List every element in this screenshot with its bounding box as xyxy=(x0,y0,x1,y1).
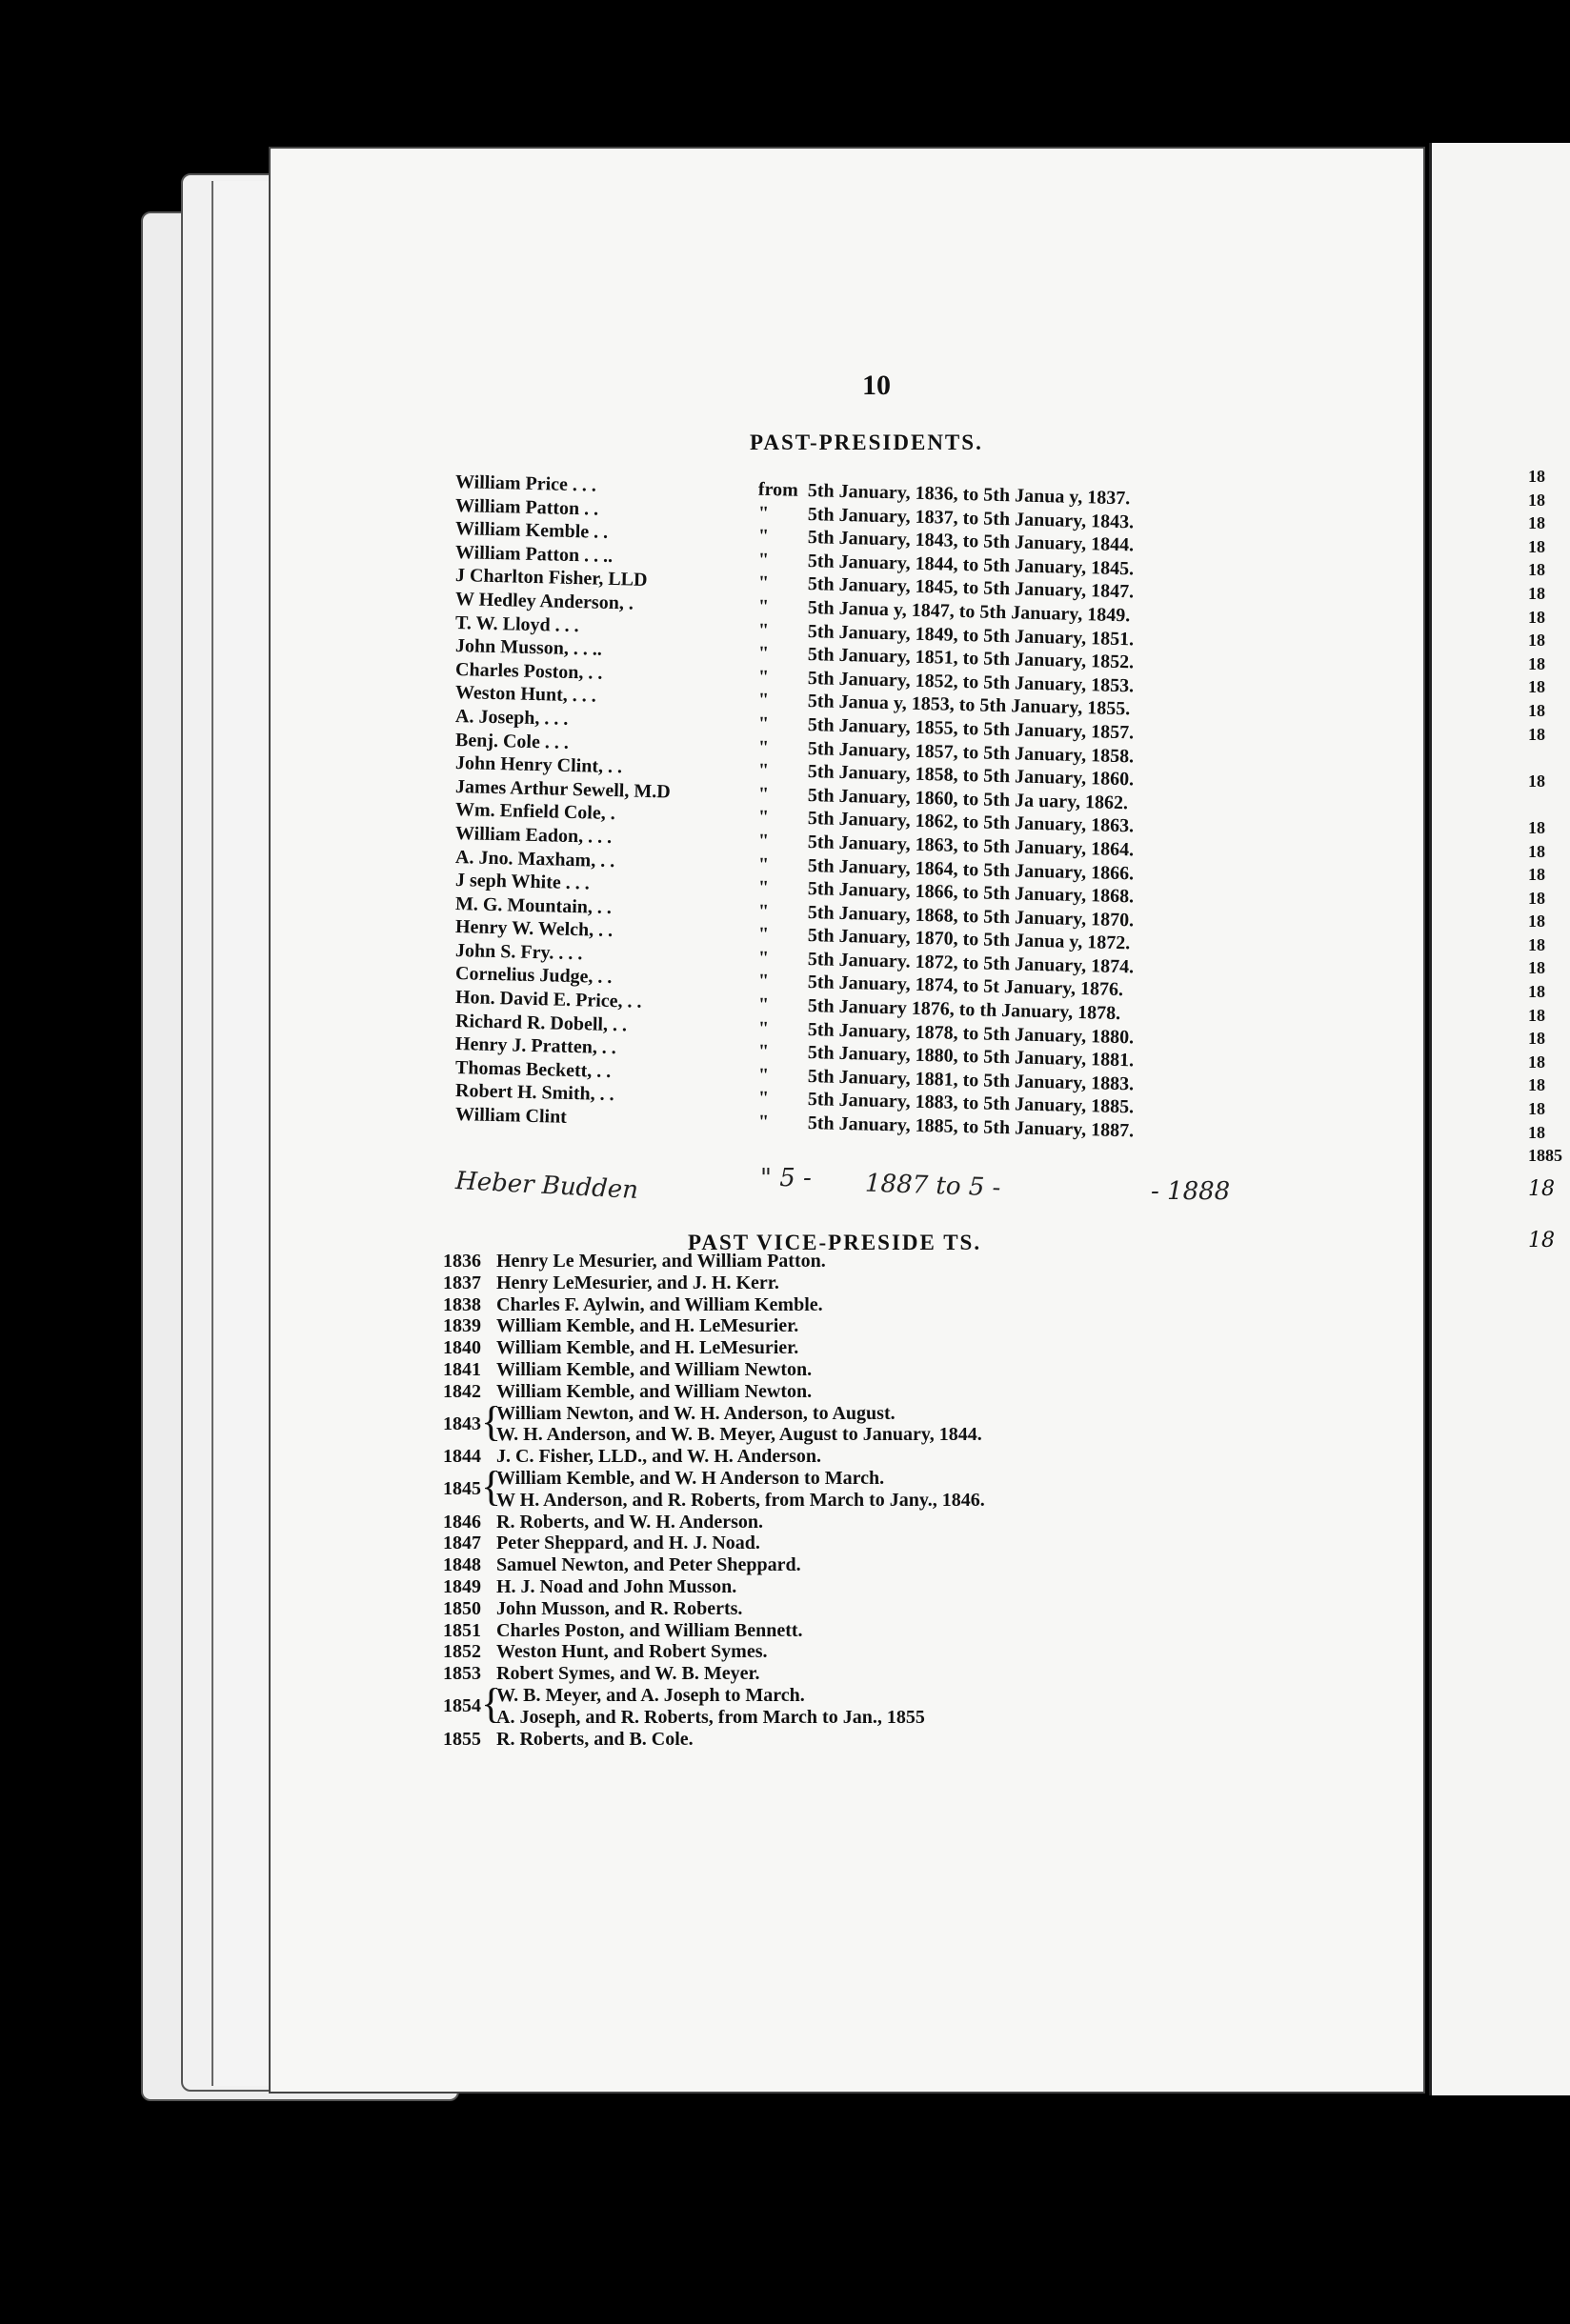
facing-page-year xyxy=(1528,748,1570,771)
vice-presidents-text: William Kemble, and H. LeMesurier. xyxy=(496,1337,799,1359)
vice-presidents-text: J. C. Fisher, LLD., and W. H. Anderson. xyxy=(496,1446,822,1468)
president-name: William Kemble . . xyxy=(454,518,609,544)
term-dates: 5th January, 1855, to 5th January, 1857. xyxy=(807,713,1135,744)
vice-president-row xyxy=(443,1663,1300,1685)
term-dates: 5th January, 1849, to 5th January, 1851. xyxy=(807,620,1135,650)
term-prefix: " xyxy=(757,549,770,571)
term-dates: 5th January 1876, to th January, 1878. xyxy=(807,995,1121,1025)
facing-page-year: 18 xyxy=(1528,1005,1545,1025)
handwritten-entry xyxy=(454,1164,1294,1206)
president-name: J seph White . . . xyxy=(454,870,591,894)
term-dates: 5th January, 1851, to 5th January, 1852. xyxy=(807,644,1135,673)
term-prefix: " xyxy=(757,876,770,899)
facing-page-year: 18 xyxy=(1528,982,1545,1002)
term-dates: 5th January, 1883, to 5th January, 1885. xyxy=(807,1089,1135,1118)
vice-presidents-text: Charles Poston, and William Bennett. xyxy=(496,1619,803,1641)
facing-page-year: 18 xyxy=(1528,513,1545,533)
president-name: William Patton . . xyxy=(454,494,599,520)
term-prefix: " xyxy=(757,619,770,641)
facing-page-year: 18 xyxy=(1528,467,1545,486)
facing-page-year: 18 xyxy=(1528,1075,1545,1095)
term-dates: 5th January, 1857, to 5th January, 1858. xyxy=(807,737,1135,767)
facing-page-year: 18 xyxy=(1528,536,1545,556)
vice-president-row xyxy=(443,1272,1300,1294)
year: 1844 xyxy=(443,1446,481,1468)
term-prefix: " xyxy=(757,502,770,524)
vice-presidents-text: William Kemble, and William Newton. xyxy=(496,1358,813,1380)
president-name: John S. Fry. . . . xyxy=(454,939,583,965)
vice-presidents-text: Charles F. Aylwin, and William Kemble. xyxy=(496,1293,823,1315)
vice-presidents-text: W H. Anderson, and R. Roberts, from March to Jany., 1846. xyxy=(496,1489,985,1511)
facing-page-year: 18 xyxy=(1528,771,1545,791)
term-prefix: " xyxy=(757,1064,770,1086)
term-prefix: " xyxy=(757,947,770,969)
facing-page-year: 18 xyxy=(1528,817,1545,837)
president-name: William Price . . . xyxy=(454,471,597,496)
vice-presidents-text: Robert Symes, and W. B. Meyer. xyxy=(496,1663,760,1685)
vice-president-row xyxy=(443,1359,1300,1381)
year: 1847 xyxy=(443,1533,481,1554)
president-name: T. W. Lloyd . . . xyxy=(454,611,579,636)
facing-page-year: 18 xyxy=(1528,560,1545,580)
vice-presidents-text: Henry Le Mesurier, and William Patton. xyxy=(496,1251,826,1272)
facing-page-year: 18 xyxy=(1528,1052,1545,1072)
year: 1839 xyxy=(443,1315,481,1337)
term-prefix: " xyxy=(757,993,770,1016)
year: 1853 xyxy=(443,1663,481,1685)
president-name: William Patton . . .. xyxy=(454,541,614,567)
term-prefix: " xyxy=(757,853,770,875)
facing-page-year: 18 xyxy=(1528,653,1545,673)
vice-presidents-text: Weston Hunt, and Robert Symes. xyxy=(496,1641,768,1663)
term-prefix: " xyxy=(757,595,770,618)
president-name: Wm. Enfield Cole, . xyxy=(454,799,616,825)
facing-page-year: 18 xyxy=(1528,724,1545,744)
year: 1849 xyxy=(443,1575,481,1597)
term-prefix: " xyxy=(757,783,770,805)
facing-page-year: 18 xyxy=(1528,700,1545,720)
facing-page-year: 1885 xyxy=(1528,1146,1562,1166)
term-dates: 5th January, 1878, to 5th January, 1880. xyxy=(807,1018,1135,1049)
term-prefix: " xyxy=(757,900,770,922)
term-prefix: " xyxy=(757,666,770,688)
past-presidents-title: PAST-PRESIDENTS. xyxy=(750,431,983,454)
term-dates: 5th January, 1844, to 5th January, 1845. xyxy=(807,550,1135,580)
vice-presidents-text: H. J. Noad and John Musson. xyxy=(496,1575,737,1597)
year: 1855 xyxy=(443,1728,481,1750)
vice-president-row xyxy=(443,1554,1300,1576)
vice-presidents-text: Henry LeMesurier, and J. H. Kerr. xyxy=(496,1272,779,1293)
vice-president-row xyxy=(443,1679,1300,1729)
term-dates: 5th January, 1862, to 5th January, 1863. xyxy=(807,808,1135,837)
vice-president-row xyxy=(443,1397,1300,1447)
term-prefix: " xyxy=(757,572,770,594)
handwritten-prefix: " 5 - xyxy=(760,1164,812,1192)
past-vice-presidents-title: PAST VICE-PRESIDE TS. xyxy=(688,1231,982,1254)
term-dates: 5th January, 1880, to 5th January, 1881. xyxy=(807,1042,1135,1072)
term-prefix: " xyxy=(757,759,770,782)
term-dates: 5th January, 1874, to 5t January, 1876. xyxy=(807,972,1124,1001)
term-prefix: " xyxy=(757,690,770,711)
vice-presidents-text: Samuel Newton, and Peter Sheppard. xyxy=(496,1554,801,1576)
vice-president-row xyxy=(443,1315,1300,1337)
vice-president-row xyxy=(443,1251,1300,1272)
term-prefix: " xyxy=(757,1017,770,1039)
president-name: Cornelius Judge, . . xyxy=(454,963,613,989)
facing-page-year: 18 xyxy=(1528,583,1545,603)
president-name: M. G. Mountain, . . xyxy=(454,892,613,918)
vice-president-row xyxy=(443,1462,1300,1512)
facing-page-year: 18 xyxy=(1528,1122,1545,1142)
facing-page-year: 18 xyxy=(1528,912,1545,932)
facing-page-year: 18 xyxy=(1528,841,1545,861)
year: 1843 xyxy=(443,1412,481,1434)
vice-president-row xyxy=(443,1576,1300,1598)
facing-page-year xyxy=(1528,794,1570,818)
year: 1854 xyxy=(443,1694,481,1716)
term-prefix: " xyxy=(757,830,770,851)
term-prefix: " xyxy=(757,736,770,758)
president-name: J Charlton Fisher, LLD xyxy=(454,565,648,591)
year: 1850 xyxy=(443,1597,481,1619)
vice-presidents-text: John Musson, and R. Roberts. xyxy=(496,1597,743,1619)
term-prefix: " xyxy=(757,712,770,734)
vice-presidents-text: William Newton, and W. H. Anderson, to August. xyxy=(496,1402,896,1424)
facing-page-handwritten-year: 18 xyxy=(1528,1228,1555,1252)
vice-president-row xyxy=(443,1512,1300,1533)
vice-presidents-text: William Kemble, and William Newton. xyxy=(496,1380,813,1402)
term-dates: 5th January, 1845, to 5th January, 1847. xyxy=(807,573,1135,603)
brace-symbol: { xyxy=(481,1462,502,1510)
term-prefix: " xyxy=(757,971,770,992)
year: 1836 xyxy=(443,1251,481,1272)
term-dates: 5th January, 1836, to 5th Janua y, 1837. xyxy=(807,480,1131,510)
year: 1851 xyxy=(443,1619,481,1641)
term-prefix: " xyxy=(757,924,770,946)
vice-presidents-text: R. Roberts, and W. H. Anderson. xyxy=(496,1511,764,1533)
facing-page-year: 18 xyxy=(1528,934,1545,954)
president-name: W Hedley Anderson, . xyxy=(454,588,634,614)
president-name: Charles Poston, . . xyxy=(454,658,603,684)
facing-page-year: 18 xyxy=(1528,865,1545,885)
facing-page-year-fragments xyxy=(1528,467,1570,1272)
term-dates: 5th January, 1860, to 5th Ja uary, 1862. xyxy=(807,784,1129,813)
president-name: William Eadon, . . . xyxy=(454,822,613,848)
president-name: Weston Hunt, . . . xyxy=(454,682,597,707)
vice-presidents-text: Peter Sheppard, and H. J. Noad. xyxy=(496,1533,760,1554)
year: 1842 xyxy=(443,1380,481,1402)
vice-president-row xyxy=(443,1620,1300,1642)
facing-page-year: 18 xyxy=(1528,631,1545,651)
facing-page-year: 18 xyxy=(1528,1099,1545,1119)
president-name: Benj. Cole . . . xyxy=(454,729,570,753)
president-name: A. Joseph, . . . xyxy=(454,705,569,730)
page-number: 10 xyxy=(862,370,891,401)
vice-president-row xyxy=(443,1337,1300,1359)
president-name: James Arthur Sewell, M.D xyxy=(454,775,671,803)
term-prefix: from xyxy=(757,478,799,501)
president-name: Richard R. Dobell, . . xyxy=(454,1010,628,1036)
term-dates: 5th January, 1837, to 5th January, 1843. xyxy=(807,503,1135,532)
vice-president-row xyxy=(443,1381,1300,1403)
term-dates: 5th Janua y, 1847, to 5th January, 1849. xyxy=(807,597,1131,627)
term-dates: 5th January, 1852, to 5th January, 1853. xyxy=(807,667,1135,697)
term-prefix: " xyxy=(757,1088,770,1110)
past-presidents-list xyxy=(454,471,1294,1142)
facing-page-year: 18 xyxy=(1528,958,1545,978)
president-name: Hon. David E. Price, . . xyxy=(454,987,642,1012)
vice-presidents-text: W. H. Anderson, and W. B. Meyer, August to January, 1844. xyxy=(496,1424,982,1446)
president-name: Henry W. Welch, . . xyxy=(454,916,614,942)
term-dates: 5th January, 1843, to 5th January, 1844. xyxy=(807,527,1135,556)
term-prefix: " xyxy=(757,1041,770,1063)
year: 1840 xyxy=(443,1337,481,1359)
vice-presidents-text: William Kemble, and W. H Anderson to March. xyxy=(496,1467,885,1489)
term-dates: 5th January, 1863, to 5th January, 1864. xyxy=(807,831,1135,861)
brace-symbol: { xyxy=(481,1397,502,1445)
vice-president-row xyxy=(443,1598,1300,1620)
term-dates: 5th January. 1872, to 5th January, 1874. xyxy=(807,948,1135,978)
term-dates: 5th January, 1870, to 5th Janua y, 1872. xyxy=(807,925,1131,954)
handwritten-start: 1887 to 5 - xyxy=(864,1169,1001,1203)
handwritten-end: - 1888 xyxy=(1151,1177,1231,1206)
vice-presidents-text: William Kemble, and H. LeMesurier. xyxy=(496,1315,799,1337)
vice-president-row xyxy=(443,1446,1300,1468)
past-vice-presidents-list xyxy=(443,1251,1300,1750)
brace-symbol: { xyxy=(481,1679,502,1727)
vice-president-row xyxy=(443,1729,1300,1751)
year: 1848 xyxy=(443,1554,481,1576)
president-name: A. Jno. Maxham, . . xyxy=(454,846,615,872)
facing-page-year: 18 xyxy=(1528,888,1545,908)
vice-presidents-text: W. B. Meyer, and A. Joseph to March. xyxy=(496,1684,805,1706)
facing-page-handwritten-year: 18 xyxy=(1528,1176,1555,1201)
facing-page-year: 18 xyxy=(1528,607,1545,627)
vice-president-row xyxy=(443,1533,1300,1554)
term-dates: 5th January, 1864, to 5th January, 1866. xyxy=(807,854,1135,884)
president-name: Henry J. Pratten, . . xyxy=(454,1033,617,1059)
president-name: Robert H. Smith, . . xyxy=(454,1080,614,1106)
vice-president-row xyxy=(443,1641,1300,1663)
president-name: John Henry Clint, . . xyxy=(454,752,623,778)
vice-presidents-text: A. Joseph, and R. Roberts, from March to Jan., 1855 xyxy=(496,1706,925,1728)
term-dates: 5th January, 1881, to 5th January, 1883. xyxy=(807,1065,1135,1095)
term-prefix: " xyxy=(757,807,770,829)
facing-page-year: 18 xyxy=(1528,1029,1545,1049)
handwritten-name: Heber Budden xyxy=(454,1166,639,1206)
year: 1852 xyxy=(443,1641,481,1663)
year: 1838 xyxy=(443,1293,481,1315)
vice-presidents-text: R. Roberts, and B. Cole. xyxy=(496,1728,694,1750)
year: 1837 xyxy=(443,1272,481,1293)
year: 1846 xyxy=(443,1511,481,1533)
president-name: John Musson, . . .. xyxy=(454,635,603,660)
term-dates: 5th January, 1858, to 5th January, 1860. xyxy=(807,761,1135,791)
term-dates: 5th January, 1868, to 5th January, 1870. xyxy=(807,901,1135,932)
term-prefix: " xyxy=(757,525,770,548)
president-name: William Clint xyxy=(454,1104,568,1128)
term-prefix: " xyxy=(757,1111,770,1133)
term-dates: 5th January, 1885, to 5th January, 1887. xyxy=(807,1112,1135,1142)
year: 1845 xyxy=(443,1477,481,1499)
term-prefix: " xyxy=(757,642,770,665)
president-name: Thomas Beckett, . . xyxy=(454,1056,612,1082)
vice-president-row xyxy=(443,1294,1300,1316)
facing-page-year: 18 xyxy=(1528,490,1545,510)
facing-page-year: 18 xyxy=(1528,677,1545,697)
year: 1841 xyxy=(443,1358,481,1380)
term-dates: 5th Janua y, 1853, to 5th January, 1855. xyxy=(807,691,1131,720)
term-dates: 5th January, 1866, to 5th January, 1868. xyxy=(807,878,1135,908)
